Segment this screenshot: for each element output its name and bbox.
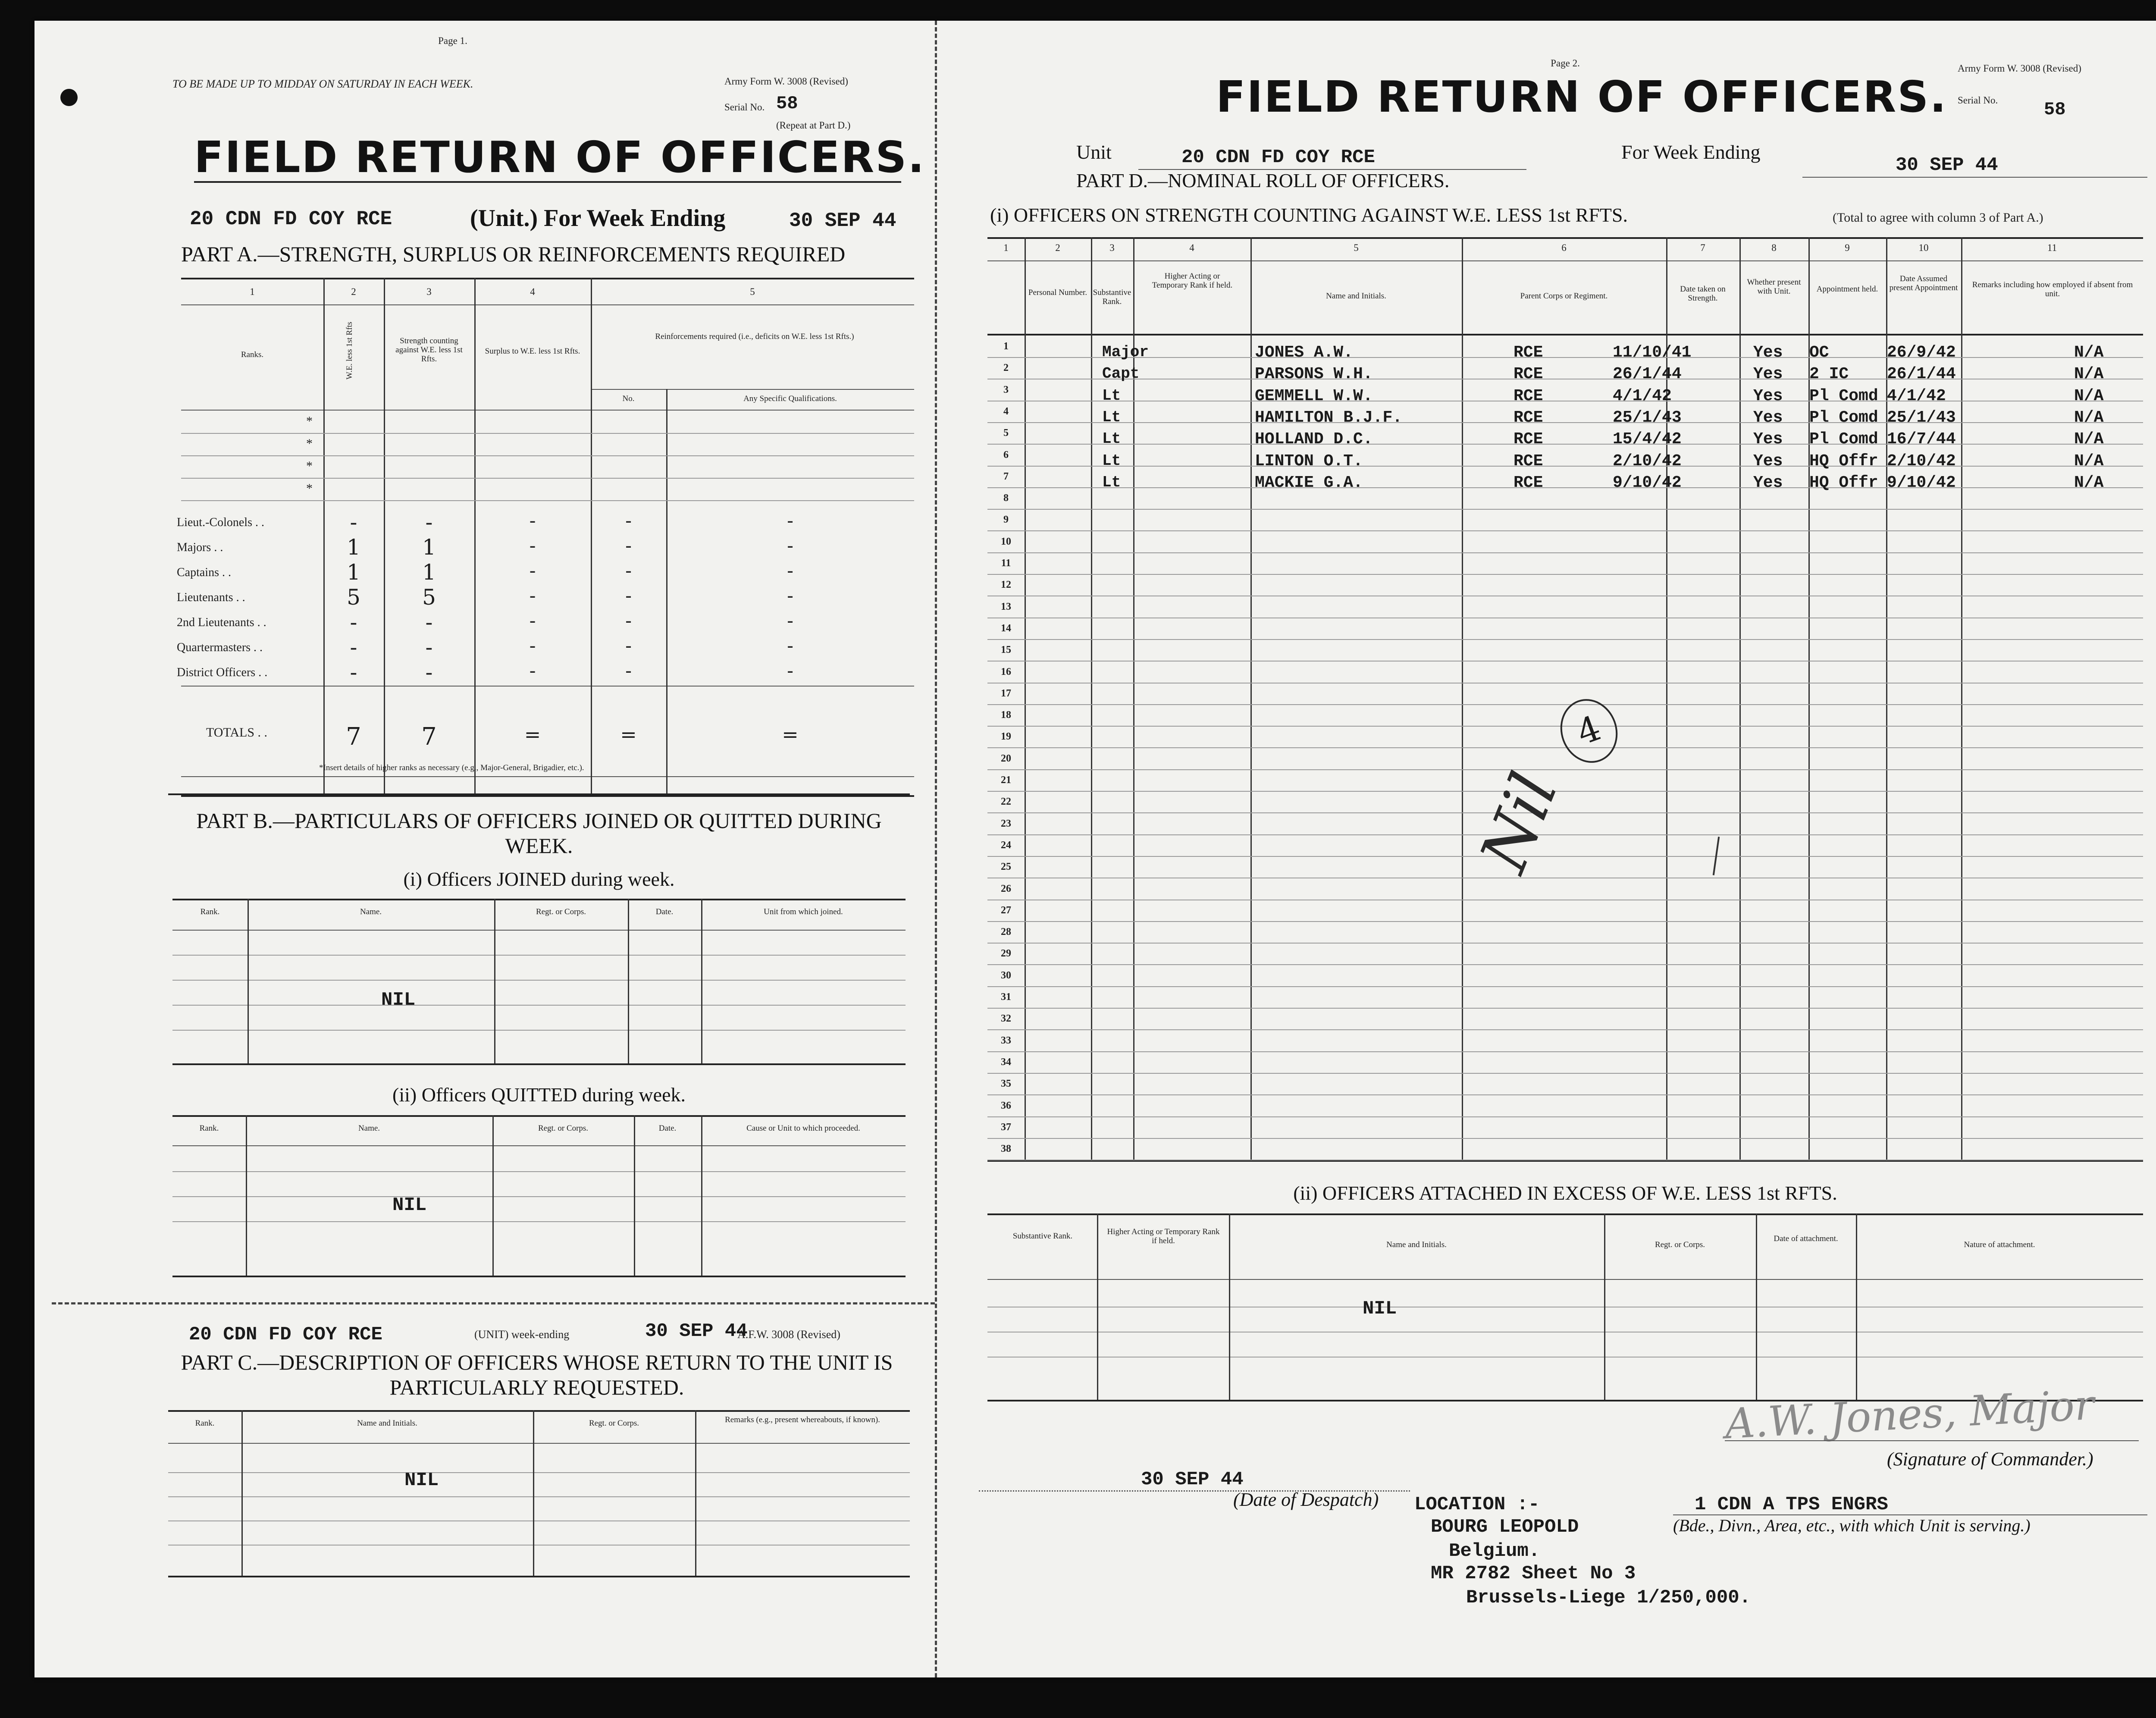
col-number: 11 bbox=[2047, 242, 2057, 253]
officer-appointment: HQ Offr bbox=[1809, 451, 1878, 470]
roll-row-number: 20 bbox=[1001, 752, 1011, 764]
officer-date-assumed: 26/9/42 bbox=[1887, 343, 1956, 362]
rank-strength: - bbox=[425, 510, 433, 535]
row-rule bbox=[987, 422, 2143, 423]
header-no: No. bbox=[622, 394, 635, 403]
rank-no: - bbox=[625, 535, 632, 557]
officer-remarks: N/A bbox=[2074, 473, 2104, 492]
part-c-header: Name and Initials. bbox=[357, 1419, 417, 1428]
roll-row-number: 10 bbox=[1001, 536, 1011, 547]
quitted-header: Rank. bbox=[199, 1124, 219, 1133]
row-rule bbox=[987, 444, 2143, 445]
roll-row-number: 14 bbox=[1001, 622, 1011, 634]
officer-corps: RCE bbox=[1514, 430, 1543, 449]
rank-qualifications: - bbox=[787, 510, 793, 532]
attached-header: Nature of attachment. bbox=[1964, 1240, 2035, 1249]
row-rule bbox=[987, 769, 2143, 770]
officer-present: Yes bbox=[1753, 365, 1783, 384]
part-c-header: Regt. or Corps. bbox=[589, 1419, 639, 1428]
part-c-form: A.F.W. 3008 (Revised) bbox=[737, 1328, 840, 1341]
officer-remarks: N/A bbox=[2074, 430, 2104, 449]
part-d-title: PART D.—NOMINAL ROLL OF OFFICERS. bbox=[1076, 169, 1450, 191]
col-number: 8 bbox=[1771, 242, 1777, 253]
repeat-note: (Repeat at Part D.) bbox=[776, 120, 851, 131]
officer-date-assumed: 25/1/43 bbox=[1887, 408, 1956, 427]
row-rule bbox=[987, 1008, 2143, 1009]
roll-row-number: 15 bbox=[1001, 644, 1011, 656]
rank-we: 1 bbox=[347, 560, 360, 585]
army-form-label: Army Form W. 3008 (Revised) bbox=[724, 76, 848, 87]
officer-date-assumed: 9/10/42 bbox=[1887, 473, 1956, 492]
rank-qualifications: - bbox=[787, 610, 793, 632]
officer-appointment: Pl Comd bbox=[1809, 408, 1878, 427]
roll-row-number: 3 bbox=[1003, 384, 1009, 395]
header-strength: Strength counting against W.E. less 1st Rfts. bbox=[395, 336, 463, 364]
unit-value: 20 CDN FD COY RCE bbox=[190, 208, 392, 230]
rank-star-mark: * bbox=[306, 481, 313, 495]
officer-name: JONES A.W. bbox=[1255, 343, 1354, 362]
roll-row-number: 28 bbox=[1001, 926, 1011, 938]
rank-no: - bbox=[625, 560, 632, 582]
rank-no: - bbox=[625, 510, 632, 532]
roll-row-number: 13 bbox=[1001, 601, 1011, 612]
header-date-taken: Date taken on Strength. bbox=[1680, 285, 1726, 303]
attached-header: Name and Initials. bbox=[1386, 1240, 1447, 1249]
col-number: 4 bbox=[530, 286, 535, 297]
header-qualifications: Any Specific Qualifications. bbox=[743, 394, 837, 403]
section-ii-title: (ii) OFFICERS ATTACHED IN EXCESS OF W.E. LESS 1st RFTS. bbox=[1293, 1182, 1837, 1204]
roll-row-number: 12 bbox=[1001, 579, 1011, 591]
page-fold bbox=[935, 21, 937, 1677]
rank-label: Quartermasters . . bbox=[177, 641, 263, 654]
row-rule bbox=[987, 1051, 2143, 1052]
col-number: 3 bbox=[426, 286, 432, 297]
header-higher-rank: Higher Acting or Temporary Rank if held. bbox=[1152, 272, 1233, 290]
officer-corps: RCE bbox=[1514, 473, 1543, 492]
officer-remarks: N/A bbox=[2074, 343, 2104, 362]
rank-qualifications: - bbox=[787, 560, 793, 582]
officer-name: PARSONS W.H. bbox=[1255, 365, 1373, 384]
rank-strength: - bbox=[425, 660, 433, 685]
header-ranks: Ranks. bbox=[241, 350, 264, 359]
attached-header: Date of attachment. bbox=[1774, 1234, 1838, 1243]
serial-value: 58 bbox=[2044, 99, 2066, 120]
rank-strength: - bbox=[425, 610, 433, 635]
officer-date-assumed: 2/10/42 bbox=[1887, 451, 1956, 470]
rank-strength: 1 bbox=[422, 560, 436, 585]
totals-we: 7 bbox=[346, 723, 361, 751]
row-rule bbox=[987, 509, 2143, 510]
roll-row-number: 32 bbox=[1001, 1013, 1011, 1025]
rank-no: - bbox=[625, 635, 632, 657]
row-rule bbox=[987, 574, 2143, 575]
formation-label: (Bde., Divn., Area, etc., with which Unit is serving.) bbox=[1673, 1516, 2031, 1535]
week-ending-value: 30 SEP 44 bbox=[789, 210, 896, 232]
rank-surplus: - bbox=[529, 610, 536, 632]
rank-label: 2nd Lieutenants . . bbox=[177, 616, 266, 629]
part-c-week: 30 SEP 44 bbox=[645, 1320, 748, 1342]
col-number: 6 bbox=[1561, 242, 1567, 253]
rank-surplus: - bbox=[529, 635, 536, 657]
officer-rank: Capt bbox=[1102, 365, 1140, 383]
rank-no: - bbox=[625, 610, 632, 632]
row-rule bbox=[987, 921, 2143, 922]
roll-row-number: 36 bbox=[1001, 1100, 1011, 1111]
roll-row-number: 27 bbox=[1001, 904, 1011, 916]
roll-row-number: 25 bbox=[1001, 861, 1011, 873]
joined-header: Regt. or Corps. bbox=[536, 907, 586, 916]
row-rule bbox=[987, 747, 2143, 748]
page-title: FIELD RETURN OF OFFICERS. bbox=[1216, 72, 1948, 122]
roll-row-number: 37 bbox=[1001, 1121, 1011, 1133]
punch-hole bbox=[60, 89, 78, 106]
officer-remarks: N/A bbox=[2074, 365, 2104, 384]
header-date-assumed: Date Assumed present Appointment bbox=[1889, 274, 1958, 292]
col-number: 10 bbox=[1918, 242, 1929, 253]
roll-row-number: 6 bbox=[1003, 449, 1009, 461]
officer-appointment: Pl Comd bbox=[1809, 386, 1878, 405]
serial-label: Serial No. bbox=[1958, 95, 1998, 106]
part-a-title: PART A.—STRENGTH, SURPLUS OR REINFORCEMENTS REQUIRED bbox=[181, 242, 846, 266]
roll-row-number: 30 bbox=[1001, 969, 1011, 981]
handwritten-nil: Nil bbox=[1466, 763, 1573, 882]
formation-value: 1 CDN A TPS ENGRS bbox=[1695, 1494, 1888, 1515]
quitted-title: (ii) Officers QUITTED during week. bbox=[392, 1084, 686, 1106]
row-rule bbox=[987, 1029, 2143, 1030]
officer-appointment: HQ Offr bbox=[1809, 473, 1878, 492]
header-we-less: W.E. less 1st Rfts bbox=[345, 322, 354, 379]
row-rule bbox=[987, 704, 2143, 705]
roll-row-number: 18 bbox=[1001, 709, 1011, 721]
rank-label: District Officers . . bbox=[177, 666, 268, 679]
rank-no: - bbox=[625, 585, 632, 607]
col-number: 7 bbox=[1700, 242, 1705, 253]
col-number: 9 bbox=[1845, 242, 1850, 253]
roll-row-number: 5 bbox=[1003, 427, 1009, 439]
officer-present: Yes bbox=[1753, 451, 1783, 470]
officer-appointment: 2 IC bbox=[1809, 365, 1849, 384]
joined-header: Date. bbox=[655, 907, 674, 916]
officer-date-taken: 15/4/42 bbox=[1613, 430, 1682, 449]
rank-we: - bbox=[350, 660, 357, 685]
rank-surplus: - bbox=[529, 560, 536, 582]
roll-row-number: 24 bbox=[1001, 839, 1011, 851]
row-rule bbox=[987, 1094, 2143, 1095]
rank-qualifications: - bbox=[787, 660, 793, 682]
row-rule bbox=[181, 455, 914, 456]
attached-header: Substantive Rank. bbox=[1012, 1232, 1073, 1241]
officer-corps: RCE bbox=[1514, 408, 1543, 427]
location-line: BOURG LEOPOLD bbox=[1431, 1516, 1579, 1538]
rank-strength: 1 bbox=[422, 535, 436, 560]
row-rule bbox=[987, 964, 2143, 965]
location-label: LOCATION :- bbox=[1414, 1494, 1540, 1515]
row-rule bbox=[987, 986, 2143, 987]
col-number: 1 bbox=[1003, 242, 1009, 253]
officer-date-taken: 11/10/41 bbox=[1613, 343, 1692, 362]
section-i-note: (Total to agree with column 3 of Part A.) bbox=[1833, 210, 2043, 225]
col-number: 3 bbox=[1109, 242, 1115, 253]
week-label: For Week Ending bbox=[1621, 141, 1761, 163]
officer-name: LINTON O.T. bbox=[1255, 451, 1363, 470]
col-number: 2 bbox=[1055, 242, 1060, 253]
officer-rank: Major bbox=[1102, 343, 1149, 361]
joined-nil: NIL bbox=[381, 989, 416, 1011]
joined-header: Rank. bbox=[200, 907, 220, 916]
officer-corps: RCE bbox=[1514, 365, 1543, 384]
officer-present: Yes bbox=[1753, 386, 1783, 405]
roll-row-number: 35 bbox=[1001, 1078, 1011, 1090]
officer-appointment: OC bbox=[1809, 343, 1829, 362]
row-rule bbox=[181, 433, 914, 434]
joined-title: (i) Officers JOINED during week. bbox=[403, 868, 675, 890]
section-i-title: (i) OFFICERS ON STRENGTH COUNTING AGAINST W.E. LESS 1st RFTS. bbox=[990, 204, 1628, 226]
col-number: 5 bbox=[750, 286, 755, 297]
header-present: Whether present with Unit. bbox=[1747, 278, 1801, 296]
roll-row-number: 7 bbox=[1003, 470, 1009, 482]
rank-label: Lieut.-Colonels . . bbox=[177, 516, 264, 529]
col-number: 5 bbox=[1354, 242, 1359, 253]
header-name: Name and Initials. bbox=[1326, 292, 1386, 301]
week-value: 30 SEP 44 bbox=[1896, 154, 1998, 176]
roll-row-number: 11 bbox=[1001, 558, 1011, 569]
signature-label: (Signature of Commander.) bbox=[1887, 1448, 2093, 1470]
instruction-text: TO BE MADE UP TO MIDDAY ON SATURDAY IN EACH WEEK. bbox=[172, 78, 473, 90]
quitted-header: Name. bbox=[358, 1124, 380, 1133]
rank-surplus: - bbox=[529, 510, 536, 532]
header-corps: Parent Corps or Regiment. bbox=[1520, 292, 1608, 301]
officer-present: Yes bbox=[1753, 430, 1783, 449]
officer-remarks: N/A bbox=[2074, 386, 2104, 405]
roll-row-number: 31 bbox=[1001, 991, 1011, 1003]
rank-no: - bbox=[625, 660, 632, 682]
quitted-header: Date. bbox=[658, 1124, 677, 1133]
roll-row-number: 4 bbox=[1003, 405, 1009, 417]
row-rule bbox=[181, 478, 914, 479]
location-line: MR 2782 Sheet No 3 bbox=[1431, 1563, 1636, 1584]
page-title: FIELD RETURN OF OFFICERS. bbox=[194, 132, 926, 182]
attached-header: Regt. or Corps. bbox=[1655, 1240, 1705, 1249]
unit-week-label: (Unit.) For Week Ending bbox=[470, 205, 726, 232]
roll-row-number: 16 bbox=[1001, 666, 1011, 677]
officer-corps: RCE bbox=[1514, 386, 1543, 405]
row-rule bbox=[987, 466, 2143, 467]
roll-row-number: 19 bbox=[1001, 731, 1011, 743]
rank-label: Majors . . bbox=[177, 541, 223, 554]
officer-rank: Lt bbox=[1102, 473, 1121, 491]
roll-row-number: 8 bbox=[1003, 492, 1009, 504]
rank-surplus: - bbox=[529, 585, 536, 607]
officer-rank: Lt bbox=[1102, 408, 1121, 426]
officer-date-assumed: 16/7/44 bbox=[1887, 430, 1956, 449]
rank-we: 5 bbox=[347, 585, 360, 610]
officer-present: Yes bbox=[1753, 343, 1783, 362]
part-c-unit: 20 CDN FD COY RCE bbox=[189, 1324, 382, 1345]
rank-star-mark: * bbox=[306, 414, 313, 428]
officer-present: Yes bbox=[1753, 473, 1783, 492]
totals-strength: 7 bbox=[421, 723, 437, 751]
officer-rank: Lt bbox=[1102, 386, 1121, 404]
officer-present: Yes bbox=[1753, 408, 1783, 427]
officer-date-taken: 25/1/43 bbox=[1613, 408, 1682, 427]
header-substantive-rank: Substantive Rank. bbox=[1093, 288, 1131, 306]
officer-name: HAMILTON B.J.F. bbox=[1255, 408, 1403, 427]
row-rule bbox=[987, 1116, 2143, 1117]
rank-star-mark: * bbox=[306, 436, 313, 451]
rank-star-mark: * bbox=[306, 459, 313, 473]
footnote: *Insert details of higher ranks as necessary (e.g., Major-General, Brigadier, etc.). bbox=[319, 763, 584, 772]
roll-row-number: 22 bbox=[1001, 796, 1011, 808]
quitted-header: Regt. or Corps. bbox=[538, 1124, 589, 1133]
officer-name: MACKIE G.A. bbox=[1255, 473, 1363, 492]
header-appointment: Appointment held. bbox=[1816, 285, 1878, 294]
totals-label: TOTALS . . bbox=[206, 725, 268, 740]
row-rule bbox=[987, 639, 2143, 640]
unit-label: Unit bbox=[1076, 141, 1112, 163]
roll-row-number: 26 bbox=[1001, 883, 1011, 894]
officer-date-taken: 26/1/44 bbox=[1613, 365, 1682, 384]
row-rule bbox=[987, 1138, 2143, 1139]
part-c-week-label: (UNIT) week-ending bbox=[474, 1328, 570, 1341]
officer-name: HOLLAND D.C. bbox=[1255, 430, 1373, 449]
location-line: Belgium. bbox=[1449, 1540, 1540, 1562]
rank-qualifications: - bbox=[787, 535, 793, 557]
rank-strength: 5 bbox=[422, 585, 436, 610]
rank-we: - bbox=[350, 635, 357, 660]
part-c-nil: NIL bbox=[404, 1470, 439, 1491]
rank-we: 1 bbox=[347, 535, 360, 560]
row-rule bbox=[181, 500, 914, 501]
totals-qualifications: = bbox=[782, 723, 799, 746]
row-rule bbox=[987, 552, 2143, 553]
col-number: 4 bbox=[1189, 242, 1194, 253]
page-label: Page 1. bbox=[438, 35, 467, 46]
serial-value: 58 bbox=[776, 93, 798, 114]
totals-surplus: = bbox=[524, 723, 541, 746]
quitted-nil: NIL bbox=[392, 1194, 427, 1216]
page-label: Page 2. bbox=[1551, 58, 1580, 69]
header-surplus: Surplus to W.E. less 1st Rfts. bbox=[485, 347, 580, 356]
row-rule bbox=[987, 357, 2143, 358]
header-personal-number: Personal Number. bbox=[1028, 288, 1087, 297]
rank-label: Captains . . bbox=[177, 566, 231, 579]
row-rule bbox=[987, 1073, 2143, 1074]
signature: A.W. Jones, Major bbox=[1724, 1380, 2096, 1448]
army-form-label: Army Form W. 3008 (Revised) bbox=[1958, 63, 2081, 74]
rank-qualifications: - bbox=[787, 635, 793, 657]
row-rule bbox=[987, 856, 2143, 857]
officer-corps: RCE bbox=[1514, 451, 1543, 470]
officer-date-assumed: 4/1/42 bbox=[1887, 386, 1946, 405]
row-rule bbox=[987, 530, 2143, 531]
officer-remarks: N/A bbox=[2074, 451, 2104, 470]
part-c-header: Remarks (e.g., present whereabouts, if known). bbox=[725, 1415, 880, 1424]
header-reinforcements: Reinforcements required (i.e., deficits on W.E. less 1st Rfts.) bbox=[655, 332, 854, 341]
roll-row-number: 17 bbox=[1001, 687, 1011, 699]
serial-label: Serial No. bbox=[724, 102, 765, 113]
roll-row-number: 23 bbox=[1001, 818, 1011, 829]
officer-name: GEMMELL W.W. bbox=[1255, 386, 1373, 405]
officer-rank: Lt bbox=[1102, 451, 1121, 470]
rank-strength: - bbox=[425, 635, 433, 660]
roll-row-number: 9 bbox=[1003, 514, 1009, 526]
col-number: 2 bbox=[351, 286, 356, 297]
row-rule bbox=[987, 812, 2143, 813]
row-rule bbox=[987, 943, 2143, 944]
row-rule bbox=[987, 834, 2143, 835]
part-c-header: Rank. bbox=[195, 1419, 215, 1428]
rank-we: - bbox=[350, 610, 357, 635]
roll-row-number: 2 bbox=[1003, 362, 1009, 374]
roll-row-number: 1 bbox=[1003, 341, 1009, 352]
officer-corps: RCE bbox=[1514, 343, 1543, 362]
attached-header: Higher Acting or Temporary Rank if held. bbox=[1107, 1227, 1220, 1245]
totals-no: = bbox=[620, 723, 637, 746]
part-b-title: PART B.—PARTICULARS OF OFFICERS JOINED OR QUITTED DURING WEEK. bbox=[196, 809, 882, 858]
officer-rank: Lt bbox=[1102, 430, 1121, 448]
roll-row-number: 29 bbox=[1001, 948, 1011, 959]
roll-row-number: 34 bbox=[1001, 1056, 1011, 1068]
circled-number: 4 bbox=[1551, 691, 1626, 771]
rank-label: Lieutenants . . bbox=[177, 591, 245, 604]
officer-date-taken: 4/1/42 bbox=[1613, 386, 1672, 405]
rank-surplus: - bbox=[529, 660, 536, 682]
attached-nil: NIL bbox=[1363, 1298, 1397, 1320]
roll-row-number: 33 bbox=[1001, 1035, 1011, 1046]
location-line: Brussels-Liege 1/250,000. bbox=[1466, 1587, 1751, 1608]
rank-surplus: - bbox=[529, 535, 536, 557]
quitted-header: Cause or Unit to which proceeded. bbox=[746, 1124, 860, 1133]
unit-value: 20 CDN FD COY RCE bbox=[1181, 147, 1375, 168]
part-c-title: PART C.—DESCRIPTION OF OFFICERS WHOSE RETURN TO THE UNIT IS PARTICULARLY REQUESTED. bbox=[181, 1350, 893, 1399]
officer-date-taken: 2/10/42 bbox=[1613, 451, 1682, 470]
roll-row-number: 21 bbox=[1001, 774, 1011, 786]
roll-row-number: 38 bbox=[1001, 1143, 1011, 1155]
row-rule bbox=[987, 487, 2143, 488]
officer-remarks: N/A bbox=[2074, 408, 2104, 427]
joined-header: Name. bbox=[360, 907, 382, 916]
header-remarks: Remarks including how employed if absent from unit. bbox=[1972, 280, 2133, 298]
rank-qualifications: - bbox=[787, 585, 793, 607]
despatch-label: (Date of Despatch) bbox=[1233, 1489, 1379, 1510]
despatch-date: 30 SEP 44 bbox=[1141, 1469, 1244, 1490]
col-number: 1 bbox=[250, 286, 255, 297]
officer-date-assumed: 26/1/44 bbox=[1887, 365, 1956, 384]
joined-header: Unit from which joined. bbox=[764, 907, 843, 916]
officer-date-taken: 9/10/42 bbox=[1613, 473, 1682, 492]
officer-appointment: Pl Comd bbox=[1809, 430, 1878, 449]
rank-we: - bbox=[350, 510, 357, 535]
